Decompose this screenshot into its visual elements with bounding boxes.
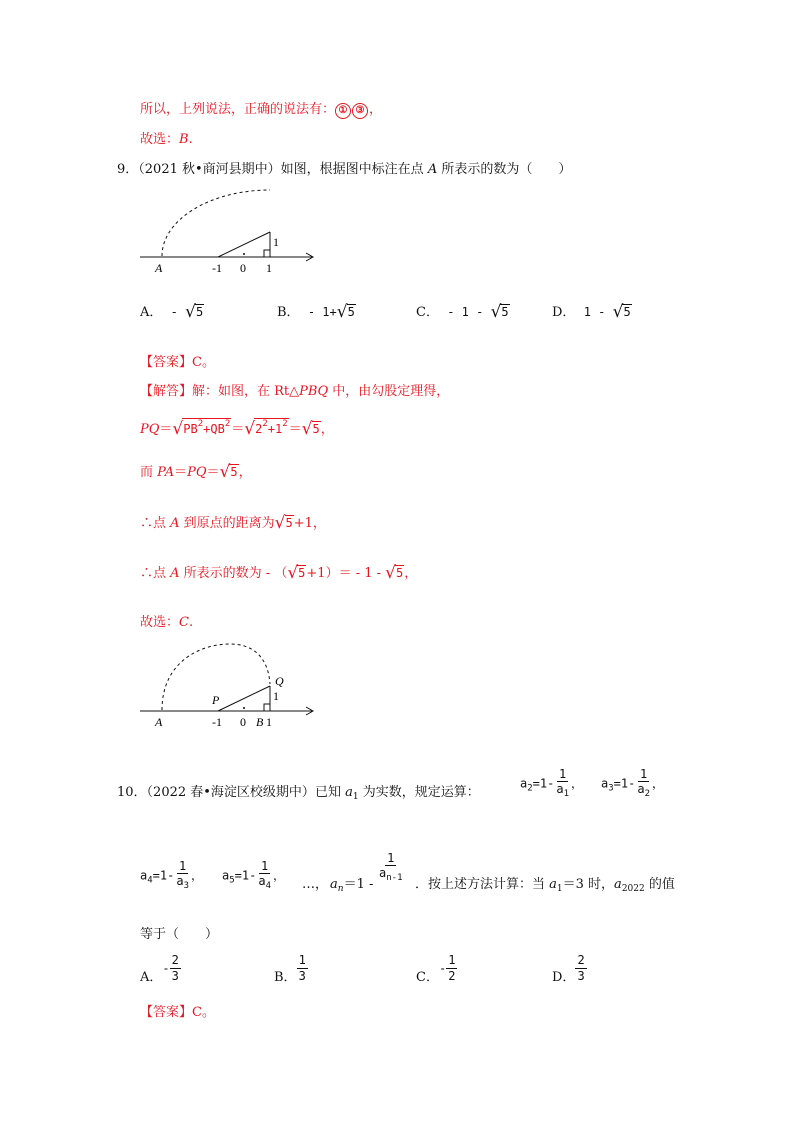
q9-number: 9．	[117, 162, 139, 177]
option-sign: -	[162, 961, 170, 976]
subscript: 2	[527, 783, 533, 794]
prev-conclusion-text: 所以，上列说法，正确的说法有：	[140, 102, 336, 117]
q10-source: （2022 春•海淀区校级期中）	[146, 785, 315, 800]
sqrt-icon: √	[287, 563, 299, 583]
q9-analysis-line	[140, 385, 449, 398]
semicircle-arc	[162, 190, 270, 256]
radicand-5: 5	[396, 566, 404, 580]
numerator: 2	[577, 953, 585, 968]
q9-option-b[interactable]	[277, 303, 356, 320]
tick-0: 0	[240, 715, 246, 729]
punct: ，	[571, 776, 584, 791]
option-letter: C．	[416, 970, 439, 985]
equals: ＝	[174, 465, 188, 480]
var-a: a	[330, 877, 338, 892]
q9-figure	[130, 180, 330, 280]
var-a: a	[222, 868, 230, 883]
subscript: 2	[644, 789, 650, 800]
numerator: 1	[387, 851, 395, 865]
label-p: P	[212, 693, 220, 707]
q10-stem	[117, 786, 480, 802]
analysis-tag: 【解答】	[140, 384, 193, 399]
right-angle-mark	[264, 704, 270, 711]
pb-term: PB	[183, 422, 198, 436]
q9-choose-line	[140, 616, 193, 629]
base-2: 2	[255, 422, 263, 436]
equals-one-minus: =1-	[532, 776, 555, 791]
q10-equals-line: 等于（ ）	[140, 927, 219, 942]
subscript: 4	[265, 881, 271, 892]
option-letter: A．	[140, 305, 163, 320]
pq-label: PQ	[140, 422, 160, 437]
var-a: a	[549, 877, 557, 892]
label-a: A	[155, 261, 163, 275]
right-angle-mark	[264, 250, 270, 257]
equals-one-minus: =1-	[234, 868, 257, 883]
q9-pa-line	[140, 463, 252, 480]
side-length-1: 1	[273, 689, 279, 703]
sqrt-icon: √	[244, 419, 256, 439]
fraction	[635, 768, 652, 800]
fraction	[554, 768, 571, 800]
var-a: a	[140, 868, 148, 883]
denominator: a	[258, 874, 266, 889]
equals: ＝	[159, 422, 173, 437]
label-b: B	[256, 715, 264, 729]
option-letter: C．	[416, 305, 439, 320]
q10-answer: 【答案】C。	[140, 1005, 215, 1020]
equals: ＝	[206, 465, 220, 480]
equals-one-minus: =1-	[152, 868, 175, 883]
denominator: 3	[171, 968, 179, 983]
q9-option-a[interactable]	[140, 303, 204, 320]
sqrt-icon: √	[172, 419, 184, 439]
formula-an-fraction	[377, 852, 405, 884]
radicand-5: 5	[285, 516, 293, 530]
var-a: a	[520, 776, 528, 791]
denominator: 2	[448, 968, 456, 983]
prev-choose-line	[140, 133, 193, 146]
q9-answer: 【答案】C。	[140, 355, 215, 370]
exponent: 2	[282, 419, 288, 429]
pq-label: PQ	[187, 465, 207, 480]
label-q: Q	[275, 674, 284, 688]
var-a: a	[345, 785, 353, 800]
subscript: n-1	[386, 873, 403, 884]
punct: ，	[238, 465, 252, 480]
formula-an-lhs	[330, 878, 373, 894]
option-prefix: - 1 -	[447, 305, 491, 319]
q9-distance-line	[140, 514, 326, 531]
numerator: 1	[298, 953, 306, 968]
denominator: 3	[298, 968, 306, 983]
option-letter: B．	[277, 305, 300, 320]
numerator: 1	[179, 859, 187, 873]
qb-term: +QB	[203, 422, 225, 436]
sqrt-icon: √	[301, 419, 313, 439]
fraction	[377, 852, 405, 884]
subscript: 3	[183, 881, 189, 892]
sqrt-icon: √	[385, 563, 396, 583]
option-radicand: 5	[347, 305, 355, 319]
tick-minus-1: -1	[212, 261, 222, 275]
equals: ＝	[288, 422, 302, 437]
fraction	[575, 954, 586, 982]
q9-pq-equation	[140, 418, 334, 437]
formula-a5	[222, 860, 285, 892]
option-letter: D．	[552, 305, 576, 320]
option-radicand: 5	[501, 305, 509, 319]
choose-letter: C	[179, 615, 189, 630]
subscript: n	[337, 884, 344, 894]
punct: ，	[273, 868, 286, 883]
triangle-name: PBQ	[299, 384, 329, 399]
plus-one: +1，	[293, 516, 326, 531]
subscript: 1	[556, 884, 563, 894]
exponent: 2	[262, 419, 268, 429]
q10-option-a[interactable]	[140, 953, 181, 984]
subscript: 1	[352, 792, 359, 802]
equals: ＝	[231, 422, 245, 437]
subscript: 3	[608, 783, 614, 794]
q10-option-d[interactable]	[552, 953, 587, 984]
fraction	[170, 954, 181, 982]
circled-three: ③	[352, 103, 368, 119]
formula-a4	[140, 860, 203, 892]
point-a-label: A	[170, 516, 180, 531]
punct: ，	[191, 868, 204, 883]
equals-one-minus: ＝1 -	[343, 877, 374, 892]
condition-text: ．按上述方法计算：当	[415, 877, 550, 892]
option-letter: A．	[140, 970, 163, 985]
denominator: a	[637, 782, 645, 797]
tick-0: 0	[240, 261, 246, 275]
exponent: 2	[197, 419, 204, 429]
pa-label: PA	[157, 465, 175, 480]
therefore-text: ∴点	[140, 516, 171, 531]
q9-stem	[117, 163, 571, 176]
option-prefix: 1 -	[583, 305, 613, 319]
option-sign: -	[438, 961, 447, 976]
origin-dot	[243, 707, 245, 709]
sqrt-icon: √	[274, 513, 286, 533]
punct: ，	[652, 776, 665, 791]
radicand-5: 5	[230, 465, 238, 479]
denominator: a	[556, 782, 564, 797]
base-1: +1	[267, 422, 283, 436]
punct: ，	[320, 422, 334, 437]
q9-option-c[interactable]	[416, 303, 510, 320]
q10-condition	[415, 878, 675, 894]
sqrt-icon: √	[185, 302, 196, 322]
point-a-label: A	[427, 162, 438, 177]
var-a: a	[601, 776, 609, 791]
tick-1: 1	[266, 715, 272, 729]
analysis-text: 解：如图，在 Rt△	[192, 384, 300, 399]
tick-1: 1	[266, 261, 272, 275]
subscript: 1	[563, 789, 569, 800]
punct: ，	[404, 566, 418, 581]
q9-solution-figure	[130, 632, 330, 732]
subscript: 4	[147, 875, 153, 886]
denominator: 3	[577, 968, 585, 983]
subscript: 2022	[621, 884, 645, 894]
numerator: 2	[171, 953, 179, 968]
sqrt-icon: √	[490, 302, 502, 322]
subscript: 5	[229, 875, 235, 886]
q10-option-c[interactable]	[416, 953, 457, 984]
value-text-2: +1）＝ - 1 -	[306, 566, 386, 581]
choose-letter: B	[179, 132, 189, 147]
radicand-5: 5	[298, 566, 306, 580]
formula-a3	[601, 768, 664, 800]
label-a: A	[155, 715, 163, 729]
numerator: 1	[559, 767, 567, 781]
option-letter: D．	[552, 970, 576, 985]
q9-stem-text-2: 所表示的数为（ ）	[437, 162, 572, 177]
tick-minus-1: -1	[212, 715, 222, 729]
ellipsis: …，	[302, 877, 329, 892]
punct: .	[188, 132, 193, 147]
value-text: 所表示的数为 - （	[179, 566, 288, 581]
sqrt-icon: √	[612, 302, 624, 322]
option-radicand: 5	[623, 305, 631, 319]
exponent: 2	[224, 419, 231, 429]
q9-value-line	[140, 564, 417, 581]
fraction	[297, 954, 308, 982]
choose-label: 故选：	[140, 615, 180, 630]
side-length-1: 1	[273, 235, 279, 249]
fraction	[446, 954, 457, 982]
q9-stem-text: 如图，根据图中标注在点	[280, 162, 428, 177]
var-a: a	[614, 877, 622, 892]
origin-dot	[243, 253, 245, 255]
option-letter: B．	[274, 970, 297, 985]
option-prefix: - 1+	[307, 305, 337, 319]
q10-stem-text-2: 为实数，规定运算：	[358, 785, 480, 800]
condition-text-3: 的值	[644, 877, 675, 892]
punct: .	[188, 615, 194, 630]
radicand-5: 5	[312, 422, 320, 436]
choose-label: 故选：	[140, 132, 180, 147]
formula-a2	[520, 768, 583, 800]
equals-one-minus: =1-	[613, 776, 636, 791]
fraction	[256, 860, 273, 892]
numerator: 1	[640, 767, 648, 781]
numerator: 1	[261, 859, 269, 873]
option-radicand: 5	[195, 305, 204, 319]
therefore-text: ∴点	[140, 566, 171, 581]
prev-conclusion-line	[140, 103, 382, 119]
analysis-text-2: 中，由勾股定理得，	[328, 384, 450, 399]
denominator: a	[379, 866, 387, 881]
denominator: a	[176, 874, 184, 889]
punct: ，	[369, 102, 383, 117]
point-a-label: A	[170, 566, 180, 581]
circled-one: ①	[335, 103, 351, 119]
condition-text-2: ＝3 时，	[562, 877, 615, 892]
q10-option-b[interactable]	[274, 953, 308, 984]
distance-text: 到原点的距离为	[179, 516, 275, 531]
q9-source: （2021 秋•商河县期中）	[138, 162, 281, 177]
fraction	[174, 860, 191, 892]
sqrt-icon: √	[336, 302, 348, 322]
pa-text: 而	[140, 465, 158, 480]
q9-option-d[interactable]	[552, 303, 632, 320]
sqrt-icon: √	[219, 462, 231, 482]
q10-number: 10．	[117, 785, 147, 800]
option-prefix: -	[170, 305, 186, 319]
q10-stem-text: 已知	[314, 785, 346, 800]
numerator: 1	[448, 953, 456, 968]
